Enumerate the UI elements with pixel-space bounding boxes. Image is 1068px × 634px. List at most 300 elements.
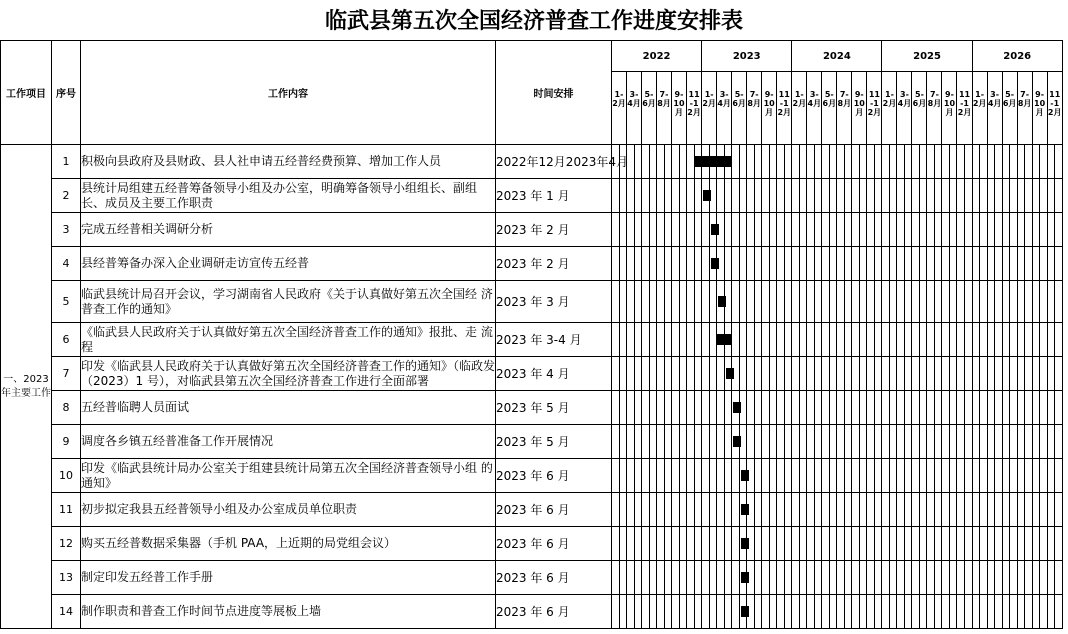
gantt-cell (919, 459, 927, 493)
gantt-cell (852, 493, 860, 527)
gantt-cell (897, 247, 905, 281)
gantt-cell (822, 561, 830, 595)
month-label: 1-2月 (612, 90, 626, 108)
gantt-cell (657, 459, 665, 493)
gantt-cell (927, 323, 935, 357)
gantt-cell (837, 145, 845, 179)
gantt-cell (679, 493, 687, 527)
gantt-cell (972, 213, 980, 247)
gantt-cell (739, 281, 747, 323)
gantt-cell (634, 391, 642, 425)
gantt-cell (694, 357, 702, 391)
gantt-cell (717, 459, 725, 493)
gantt-cell (889, 281, 897, 323)
gantt-cell (1002, 145, 1010, 179)
gantt-cell (942, 561, 950, 595)
gantt-cell (777, 425, 785, 459)
gantt-cell (672, 247, 680, 281)
gantt-cell (980, 391, 988, 425)
gantt-cell (694, 459, 702, 493)
row-time: 2023 年 4 月 (496, 357, 612, 391)
month-header-pair (927, 72, 942, 145)
gantt-cell (807, 179, 815, 213)
gantt-cell (1047, 425, 1055, 459)
row-number: 6 (52, 323, 81, 357)
gantt-cell (754, 179, 762, 213)
gantt-cell (897, 459, 905, 493)
gantt-cell (1055, 527, 1063, 561)
gantt-cell (964, 425, 972, 459)
gantt-cell (709, 425, 717, 459)
gantt-cell (642, 323, 650, 357)
gantt-cell (627, 357, 635, 391)
gantt-cell (912, 561, 920, 595)
gantt-cell (980, 493, 988, 527)
gantt-cell (957, 179, 965, 213)
gantt-cell (919, 179, 927, 213)
gantt-cell (739, 561, 747, 595)
gantt-cell (1017, 357, 1025, 391)
gantt-cell (732, 281, 740, 323)
month-label: 1-2月 (882, 90, 897, 108)
gantt-cell (754, 561, 762, 595)
month-label: 11-12月 (867, 90, 882, 117)
gantt-cell (792, 527, 800, 561)
gantt-cell (687, 527, 695, 561)
gantt-cell (904, 391, 912, 425)
gantt-cell (702, 323, 710, 357)
gantt-cell (867, 425, 875, 459)
gantt-cell (1055, 281, 1063, 323)
gantt-cell (1032, 323, 1040, 357)
gantt-cell (762, 561, 770, 595)
gantt-cell (762, 281, 770, 323)
row-content: 印发《临武县统计局办公室关于组建县统计局第五次全国经济普查领导小组 的通知》 (81, 459, 496, 493)
gantt-cell (709, 493, 717, 527)
gantt-cell (739, 595, 747, 629)
gantt-cell (844, 493, 852, 527)
gantt-cell (1010, 493, 1018, 527)
gantt-cell (882, 281, 890, 323)
gantt-cell (980, 247, 988, 281)
gantt-cell (912, 323, 920, 357)
gantt-cell (1047, 357, 1055, 391)
gantt-cell (747, 323, 755, 357)
gantt-cell (807, 595, 815, 629)
gantt-cell (687, 595, 695, 629)
gantt-cell (987, 281, 995, 323)
gantt-cell (995, 213, 1003, 247)
gantt-cell (1032, 459, 1040, 493)
gantt-cell (769, 527, 777, 561)
table-row (1, 425, 1063, 459)
gantt-cell (867, 391, 875, 425)
year-header: 2023 (702, 41, 792, 72)
gantt-cell (1025, 247, 1033, 281)
gantt-cell (837, 595, 845, 629)
gantt-cell (844, 425, 852, 459)
gantt-cell (694, 391, 702, 425)
gantt-cell (769, 391, 777, 425)
gantt-cell (1002, 281, 1010, 323)
header-number: 序号 (52, 41, 81, 145)
gantt-cell (912, 425, 920, 459)
gantt-cell (717, 425, 725, 459)
gantt-bar (717, 156, 724, 167)
gantt-cell (1032, 493, 1040, 527)
gantt-bar (725, 334, 732, 345)
gantt-cell (964, 213, 972, 247)
month-header-pair (957, 72, 972, 145)
gantt-cell (889, 145, 897, 179)
gantt-cell (972, 561, 980, 595)
gantt-cell (1055, 391, 1063, 425)
gantt-cell (1010, 595, 1018, 629)
gantt-cell (964, 527, 972, 561)
gantt-cell (927, 595, 935, 629)
gantt-cell (769, 145, 777, 179)
gantt-cell (672, 213, 680, 247)
gantt-cell (679, 527, 687, 561)
row-content: 五经普临聘人员面试 (81, 391, 496, 425)
gantt-cell (739, 357, 747, 391)
gantt-cell (687, 323, 695, 357)
row-time: 2023 年 6 月 (496, 527, 612, 561)
gantt-cell (957, 247, 965, 281)
gantt-cell (927, 527, 935, 561)
gantt-cell (672, 145, 680, 179)
year-header: 2024 (792, 41, 882, 72)
gantt-cell (1032, 357, 1040, 391)
gantt-cell (687, 357, 695, 391)
gantt-cell (619, 493, 627, 527)
gantt-cell (1025, 561, 1033, 595)
gantt-cell (754, 323, 762, 357)
row-time: 2023 年 6 月 (496, 459, 612, 493)
gantt-cell (814, 459, 822, 493)
gantt-cell (657, 213, 665, 247)
gantt-cell (904, 145, 912, 179)
gantt-cell (619, 357, 627, 391)
gantt-cell (867, 459, 875, 493)
gantt-cell (747, 493, 755, 527)
gantt-cell (1010, 247, 1018, 281)
gantt-cell (777, 459, 785, 493)
gantt-cell (1040, 493, 1048, 527)
gantt-cell (814, 391, 822, 425)
gantt-cell (717, 595, 725, 629)
gantt-cell (747, 247, 755, 281)
gantt-cell (995, 323, 1003, 357)
gantt-cell (995, 459, 1003, 493)
gantt-cell (777, 391, 785, 425)
gantt-cell (1017, 459, 1025, 493)
gantt-cell (1055, 357, 1063, 391)
gantt-cell (934, 357, 942, 391)
month-label: 11-12月 (687, 90, 701, 117)
row-time: 2023 年 3 月 (496, 281, 612, 323)
gantt-cell (702, 425, 710, 459)
month-label: 5-6月 (1002, 90, 1017, 108)
gantt-cell (769, 357, 777, 391)
gantt-cell (1017, 247, 1025, 281)
gantt-cell (889, 391, 897, 425)
gantt-cell (694, 425, 702, 459)
gantt-cell (987, 357, 995, 391)
gantt-cell (642, 493, 650, 527)
gantt-cell (762, 323, 770, 357)
gantt-cell (672, 493, 680, 527)
gantt-cell (912, 179, 920, 213)
gantt-cell (792, 391, 800, 425)
table-row (1, 357, 1063, 391)
gantt-cell (634, 459, 642, 493)
month-label: 7-8月 (747, 90, 761, 108)
row-number: 3 (52, 213, 81, 247)
table-row (1, 595, 1063, 629)
table-row (1, 323, 1063, 357)
gantt-cell (642, 179, 650, 213)
gantt-cell (732, 459, 740, 493)
gantt-cell (897, 179, 905, 213)
gantt-cell (694, 145, 702, 179)
gantt-cell (807, 561, 815, 595)
gantt-cell (859, 391, 867, 425)
gantt-cell (664, 357, 672, 391)
gantt-cell (762, 391, 770, 425)
gantt-cell (799, 357, 807, 391)
gantt-cell (919, 425, 927, 459)
gantt-cell (694, 213, 702, 247)
gantt-cell (627, 391, 635, 425)
gantt-cell (717, 281, 725, 323)
gantt-cell (732, 323, 740, 357)
gantt-cell (1040, 595, 1048, 629)
gantt-cell (995, 247, 1003, 281)
gantt-cell (1040, 357, 1048, 391)
gantt-cell (822, 281, 830, 323)
month-header-pair (882, 72, 897, 145)
gantt-cell (799, 145, 807, 179)
gantt-cell (1017, 527, 1025, 561)
gantt-cell (852, 561, 860, 595)
gantt-cell (949, 459, 957, 493)
gantt-cell (844, 247, 852, 281)
month-header-pair (807, 72, 822, 145)
gantt-cell (844, 561, 852, 595)
gantt-cell (837, 493, 845, 527)
gantt-cell (844, 213, 852, 247)
gantt-cell (897, 595, 905, 629)
gantt-cell (995, 425, 1003, 459)
gantt-cell (927, 357, 935, 391)
gantt-cell (957, 425, 965, 459)
gantt-cell (874, 281, 882, 323)
gantt-cell (1047, 459, 1055, 493)
gantt-cell (919, 247, 927, 281)
month-label: 7-8月 (657, 90, 671, 108)
month-label: 5-6月 (822, 90, 837, 108)
gantt-cell (957, 595, 965, 629)
gantt-cell (702, 179, 710, 213)
category-cell: 一、2023年主要工作 (1, 145, 52, 629)
row-number: 10 (52, 459, 81, 493)
gantt-cell (942, 595, 950, 629)
gantt-cell (747, 459, 755, 493)
gantt-cell (972, 323, 980, 357)
gantt-cell (934, 527, 942, 561)
gantt-cell (859, 179, 867, 213)
gantt-cell (867, 527, 875, 561)
gantt-cell (964, 595, 972, 629)
gantt-cell (822, 323, 830, 357)
gantt-cell (987, 145, 995, 179)
gantt-cell (769, 595, 777, 629)
gantt-cell (980, 179, 988, 213)
gantt-cell (867, 145, 875, 179)
gantt-cell (942, 391, 950, 425)
gantt-cell (814, 145, 822, 179)
gantt-cell (964, 493, 972, 527)
gantt-cell (732, 493, 740, 527)
gantt-cell (964, 323, 972, 357)
gantt-cell (754, 145, 762, 179)
gantt-cell (642, 425, 650, 459)
gantt-cell (634, 323, 642, 357)
gantt-cell (747, 561, 755, 595)
row-content: 积极向县政府及县财政、县人社申请五经普经费预算、增加工作人员 (81, 145, 496, 179)
gantt-cell (694, 493, 702, 527)
gantt-cell (619, 247, 627, 281)
gantt-cell (874, 493, 882, 527)
month-header-pair (822, 72, 837, 145)
gantt-cell (619, 527, 627, 561)
gantt-cell (874, 527, 882, 561)
gantt-cell (792, 425, 800, 459)
month-label: 3-4月 (987, 90, 1002, 108)
table-row (1, 179, 1063, 213)
gantt-cell (612, 595, 620, 629)
gantt-cell (1002, 527, 1010, 561)
row-time: 2023 年 2 月 (496, 247, 612, 281)
gantt-cell (1002, 357, 1010, 391)
gantt-cell (912, 493, 920, 527)
gantt-cell (980, 459, 988, 493)
gantt-cell (927, 281, 935, 323)
gantt-cell (1032, 425, 1040, 459)
gantt-cell (889, 425, 897, 459)
gantt-cell (679, 179, 687, 213)
gantt-cell (882, 323, 890, 357)
gantt-cell (949, 493, 957, 527)
gantt-cell (1055, 323, 1063, 357)
gantt-cell (1017, 425, 1025, 459)
gantt-cell (739, 493, 747, 527)
gantt-cell (897, 281, 905, 323)
gantt-cell (724, 561, 732, 595)
gantt-cell (642, 145, 650, 179)
gantt-cell (919, 323, 927, 357)
gantt-cell (672, 595, 680, 629)
gantt-cell (1025, 459, 1033, 493)
gantt-cell (799, 179, 807, 213)
month-header-pair (1002, 72, 1017, 145)
gantt-cell (762, 527, 770, 561)
gantt-cell (859, 561, 867, 595)
gantt-cell (995, 179, 1003, 213)
row-number: 5 (52, 281, 81, 323)
gantt-cell (649, 179, 657, 213)
month-label: 3-4月 (627, 90, 641, 108)
gantt-cell (1002, 459, 1010, 493)
gantt-cell (612, 145, 620, 179)
gantt-cell (687, 145, 695, 179)
row-number: 11 (52, 493, 81, 527)
year-header: 2025 (882, 41, 972, 72)
gantt-cell (1032, 179, 1040, 213)
gantt-cell (1010, 323, 1018, 357)
gantt-cell (1040, 281, 1048, 323)
gantt-cell (784, 595, 792, 629)
gantt-cell (934, 425, 942, 459)
month-header-pair (717, 72, 732, 145)
year-header: 2022 (612, 41, 702, 72)
gantt-cell (732, 145, 740, 179)
gantt-cell (664, 145, 672, 179)
gantt-cell (642, 595, 650, 629)
gantt-cell (777, 145, 785, 179)
gantt-cell (859, 213, 867, 247)
gantt-cell (1025, 213, 1033, 247)
gantt-cell (980, 213, 988, 247)
row-number: 7 (52, 357, 81, 391)
gantt-cell (822, 527, 830, 561)
gantt-cell (784, 213, 792, 247)
gantt-cell (702, 459, 710, 493)
gantt-cell (612, 493, 620, 527)
gantt-cell (859, 493, 867, 527)
gantt-cell (814, 179, 822, 213)
gantt-cell (1055, 179, 1063, 213)
gantt-cell (1040, 323, 1048, 357)
gantt-cell (612, 459, 620, 493)
gantt-cell (672, 425, 680, 459)
gantt-cell (852, 391, 860, 425)
gantt-cell (1002, 391, 1010, 425)
gantt-cell (754, 281, 762, 323)
gantt-cell (949, 247, 957, 281)
gantt-cell (664, 561, 672, 595)
gantt-cell (754, 527, 762, 561)
gantt-cell (717, 391, 725, 425)
table-row (1, 247, 1063, 281)
gantt-cell (837, 247, 845, 281)
gantt-cell (649, 145, 657, 179)
gantt-cell (874, 145, 882, 179)
gantt-cell (987, 425, 995, 459)
gantt-cell (739, 247, 747, 281)
gantt-cell (822, 145, 830, 179)
gantt-cell (1017, 323, 1025, 357)
gantt-cell (784, 459, 792, 493)
month-label: 3-4月 (897, 90, 912, 108)
row-time: 2023 年 5 月 (496, 425, 612, 459)
gantt-cell (987, 459, 995, 493)
gantt-cell (777, 493, 785, 527)
gantt-cell (664, 323, 672, 357)
gantt-cell (717, 213, 725, 247)
gantt-cell (1017, 179, 1025, 213)
